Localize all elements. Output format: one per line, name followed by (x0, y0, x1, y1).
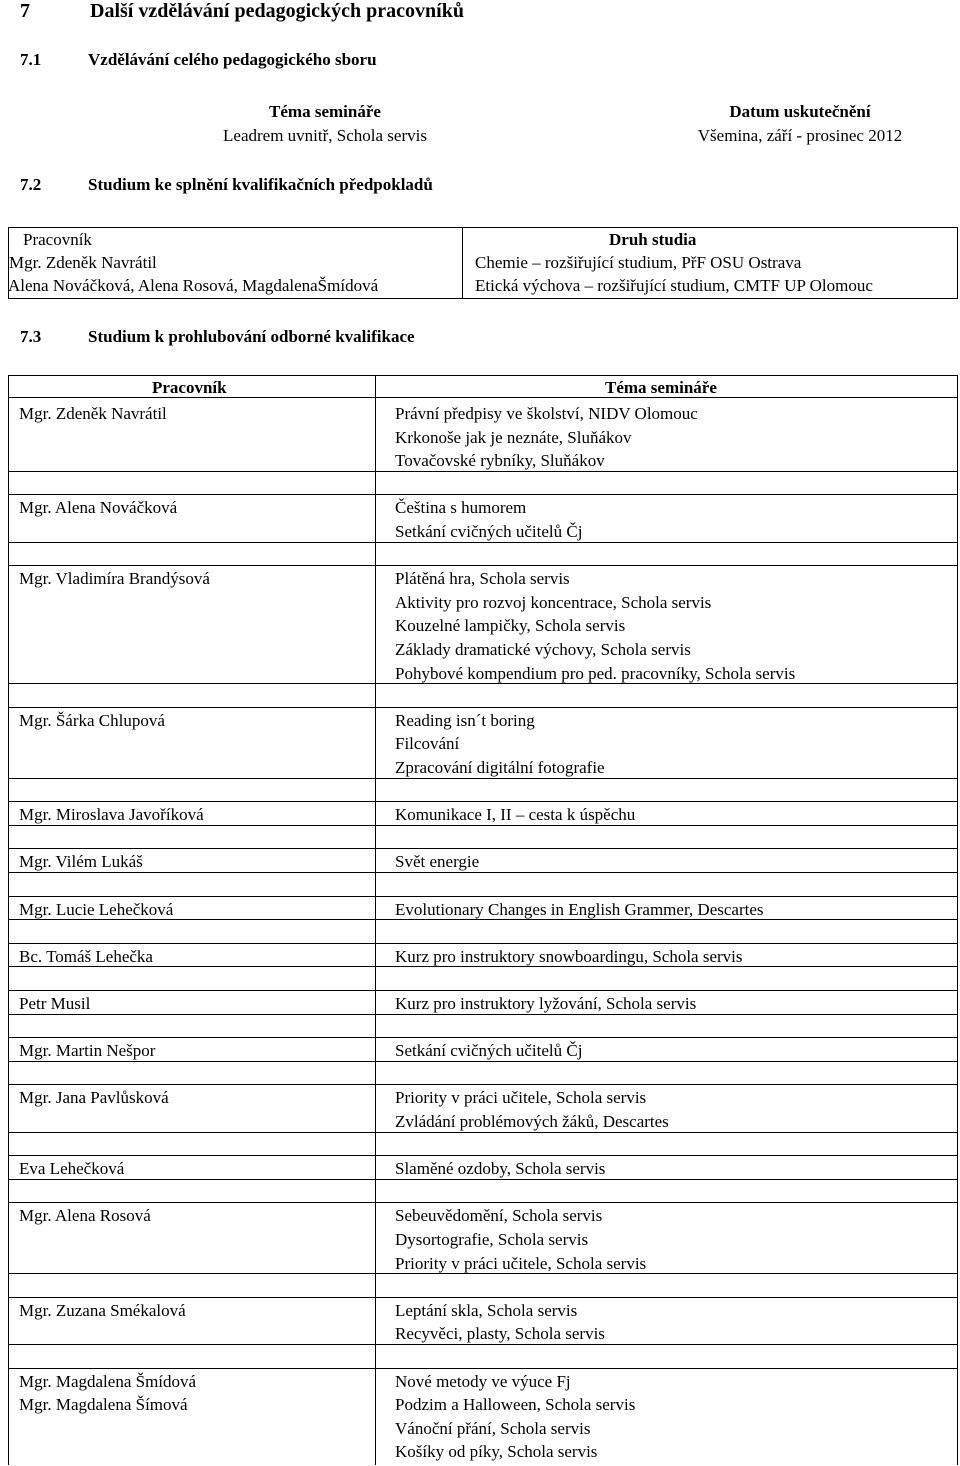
row-divider (8, 825, 958, 826)
row-divider (8, 943, 958, 944)
row-divider (8, 397, 958, 398)
seminar-topic: Komunikace I, II – cesta k úspěchu (395, 805, 636, 825)
row-divider (8, 1155, 958, 1156)
section-title: Studium ke splnění kvalifikačních předpokladů (88, 175, 433, 194)
seminar-topic: Priority v práci učitele, Schola servis (395, 1088, 647, 1108)
cell-worker: Mgr. Zdeněk Navrátil (9, 253, 157, 272)
section-title: Vzdělávání celého pedagogického sboru (88, 50, 377, 69)
seminar-topic: Kouzelné lampičky, Schola servis (395, 616, 626, 636)
section-number: 7.1 (20, 50, 42, 69)
row-divider (8, 919, 958, 920)
seminar-topic: Slaměné ozdoby, Schola servis (395, 1159, 606, 1179)
seminar-topic: Pohybové kompendium pro ped. pracovníky, Schola servis (395, 663, 796, 683)
row-divider (8, 1037, 958, 1038)
seminar-topic: Zvládání problémových žáků, Descartes (395, 1112, 669, 1131)
row-divider (8, 1368, 958, 1369)
section-title: Studium k prohlubování odborné kvalifikace (88, 327, 415, 346)
section-7-2-heading (20, 175, 433, 195)
seminar-topic: Krkonoše jak je neznáte, Sluňákov (395, 427, 632, 447)
seminar-topic: Setkání cvičných učitelů Čj (395, 522, 583, 541)
row-divider (8, 1084, 958, 1085)
row-divider (8, 1061, 958, 1062)
worker-name: Mgr. Lucie Lehečková (19, 899, 174, 919)
seminar-topic: Reading isn´t boring (395, 710, 535, 730)
seminar-topic: Zpracování digitální fotografie (395, 758, 605, 777)
column-header-topic: Téma semináře (269, 102, 381, 121)
whole-staff-training-table (190, 102, 930, 150)
worker-name: Petr Musil (19, 994, 91, 1013)
row-divider (8, 966, 958, 967)
column-header-worker: Pracovník (152, 378, 227, 397)
section-number: 7.2 (20, 175, 42, 194)
row-divider (8, 707, 958, 708)
row-divider (8, 471, 958, 472)
seminar-topic: Čeština s humorem (395, 498, 527, 518)
row-divider (8, 1273, 958, 1274)
section-number: 7.3 (20, 327, 42, 346)
column-divider (462, 228, 463, 298)
cell-study-type: Etická výchova – rozšiřující studium, CMTF UP Olomouc (475, 276, 873, 295)
row-divider (8, 896, 958, 897)
worker-name: Mgr. Šárka Chlupová (19, 710, 165, 730)
row-divider (8, 683, 958, 684)
row-divider (8, 494, 958, 495)
row-divider (8, 872, 958, 873)
seminar-topic: Košíky od píky, Schola servis (395, 1442, 598, 1462)
row-divider (8, 542, 958, 543)
worker-name: Mgr. Jana Pavlůsková (19, 1088, 169, 1108)
seminar-topic: Priority v práci učitele, Schola servis (395, 1253, 647, 1273)
row-divider (8, 1297, 958, 1298)
column-header-worker: Pracovník (23, 230, 92, 249)
worker-name: Mgr. Magdalena Šmídová (19, 1371, 197, 1391)
cell-study-type: Chemie – rozšiřující studium, PřF OSU Ostrava (475, 253, 802, 272)
seminar-topic: Recyvěci, plasty, Schola servis (395, 1324, 605, 1344)
row-divider (8, 1179, 958, 1180)
row-divider (8, 1014, 958, 1015)
seminar-topic: Filcování (395, 734, 460, 754)
seminar-topic: Dysortografie, Schola servis (395, 1230, 589, 1249)
seminar-topic: Setkání cvičných učitelů Čj (395, 1041, 583, 1061)
cell-topic: Leadrem uvnitř, Schola servis (223, 126, 427, 145)
table-header-row (190, 102, 930, 126)
seminar-topic: Kurz pro instruktory snowboardingu, Schola servis (395, 946, 743, 966)
seminar-topic: Právní předpisy ve školství, NIDV Olomouc (395, 404, 698, 423)
seminar-topic: Svět energie (395, 852, 480, 872)
section-7-heading (20, 0, 464, 23)
worker-name: Mgr. Magdalena Šímová (19, 1395, 188, 1415)
row-divider (8, 778, 958, 779)
professional-development-table (8, 375, 958, 1465)
column-header-seminar-topic: Téma semináře (605, 378, 717, 397)
section-7-1-heading (20, 50, 377, 70)
row-divider (8, 1202, 958, 1203)
worker-name: Mgr. Martin Nešpor (19, 1041, 156, 1061)
worker-name: Bc. Tomáš Lehečka (19, 946, 153, 966)
worker-name: Mgr. Zdeněk Navrátil (19, 404, 167, 423)
row-divider (8, 1132, 958, 1133)
cell-worker: Alena Nováčková, Alena Rosová, MagdalenaŠmídová (8, 276, 379, 295)
section-title: Další vzdělávání pedagogických pracovníků (90, 0, 464, 22)
worker-name: Eva Lehečková (19, 1159, 125, 1179)
row-divider (8, 565, 958, 566)
worker-name: Mgr. Vilém Lukáš (19, 852, 143, 872)
worker-name: Mgr. Vladimíra Brandýsová (19, 569, 210, 589)
worker-name: Mgr. Alena Nováčková (19, 498, 178, 518)
seminar-topic: Nové metody ve výuce Fj (395, 1371, 571, 1391)
table-row (190, 126, 930, 150)
section-number: 7 (20, 0, 30, 22)
row-divider (8, 1344, 958, 1345)
seminar-topic: Sebeuvědomění, Schola servis (395, 1206, 603, 1226)
qualification-study-table (8, 227, 958, 299)
seminar-topic: Evolutionary Changes in English Grammer, Descartes (395, 899, 764, 919)
row-divider (8, 990, 958, 991)
worker-name: Mgr. Alena Rosová (19, 1206, 151, 1226)
seminar-topic: Plátěná hra, Schola servis (395, 569, 570, 589)
row-divider (8, 801, 958, 802)
column-header-study-type: Druh studia (609, 230, 697, 249)
seminar-topic: Základy dramatické výchovy, Schola servis (395, 640, 691, 659)
seminar-topic: Kurz pro instruktory lyžování, Schola servis (395, 994, 697, 1013)
cell-date: Všemina, září - prosinec 2012 (697, 126, 903, 145)
worker-name: Mgr. Miroslava Javoříková (19, 805, 204, 825)
seminar-topic: Aktivity pro rozvoj koncentrace, Schola servis (395, 592, 712, 612)
worker-name: Mgr. Zuzana Smékalová (19, 1300, 186, 1320)
seminar-topic: Tovačovské rybníky, Sluňákov (395, 451, 605, 471)
column-header-date: Datum uskutečnění (729, 102, 871, 121)
section-7-3-heading (20, 327, 415, 347)
seminar-topic: Vánoční přání, Schola servis (395, 1418, 591, 1438)
seminar-topic: Leptání skla, Schola servis (395, 1300, 578, 1320)
row-divider (8, 848, 958, 849)
seminar-topic: Podzim a Halloween, Schola servis (395, 1395, 636, 1415)
